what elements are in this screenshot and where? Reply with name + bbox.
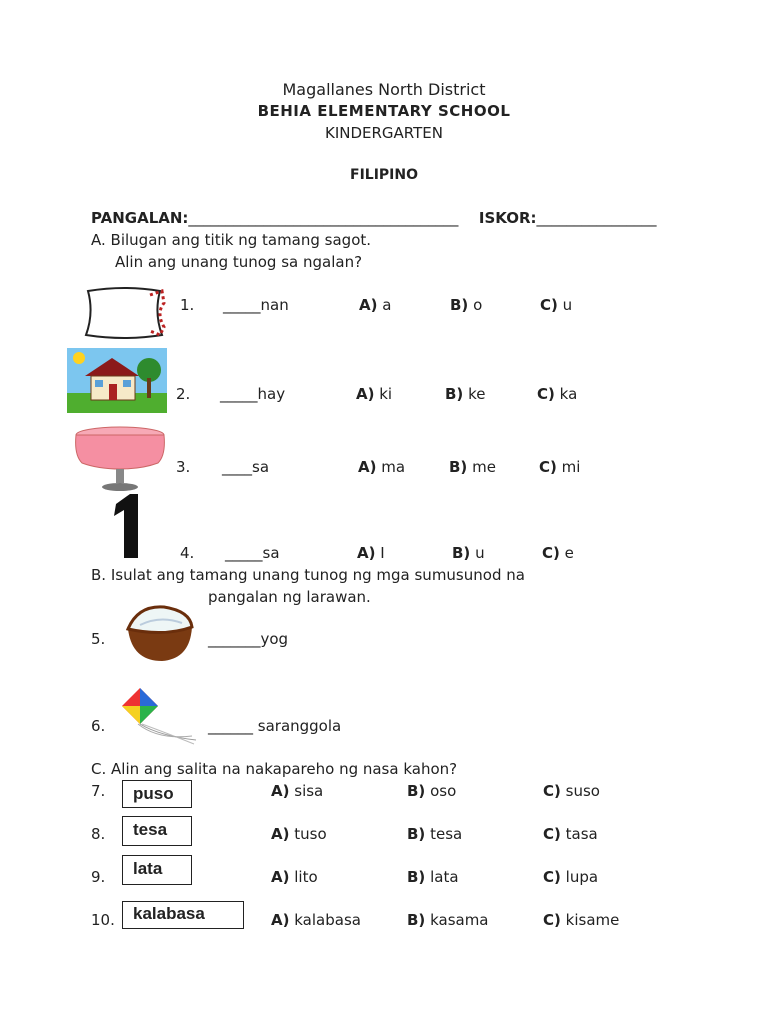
district-name: Magallanes North District <box>282 80 486 99</box>
item-8-number: 8. <box>91 825 106 843</box>
item-10-number: 10. <box>91 911 115 929</box>
item-2-choice-a[interactable]: A) ki <box>356 385 393 403</box>
item-8-word-box: tesa <box>122 816 192 846</box>
name-label: PANGALAN: <box>91 209 189 227</box>
item-1-word: _____nan <box>223 296 289 314</box>
item-3-number: 3. <box>176 458 191 476</box>
section-b-title-line2: pangalan ng larawan. <box>208 588 371 606</box>
pillow-image <box>80 283 170 343</box>
item-1-choice-c[interactable]: C) u <box>540 296 573 314</box>
item-1-choice-a[interactable]: A) a <box>359 296 392 314</box>
item-1-number: 1. <box>180 296 195 314</box>
item-2-choice-c[interactable]: C) ka <box>537 385 578 403</box>
section-b-title: B. Isulat ang tamang unang tunog ng mga sumusunod na <box>91 566 525 584</box>
item-5-number: 5. <box>91 630 106 648</box>
item-3-choice-b[interactable]: B) me <box>449 458 496 476</box>
item-9-word-box: lata <box>122 855 192 885</box>
item-6-number: 6. <box>91 717 106 735</box>
item-3-word: ____sa <box>222 458 270 476</box>
coconut-image <box>124 603 196 663</box>
item-8-choice-a[interactable]: A) tuso <box>271 825 327 843</box>
item-3-choice-c[interactable]: C) mi <box>539 458 581 476</box>
item-4-choice-a[interactable]: A) I <box>357 544 385 562</box>
item-8-choice-c[interactable]: C) tasa <box>543 825 598 843</box>
item-4-word: _____sa <box>225 544 280 562</box>
item-7-choice-c[interactable]: C) suso <box>543 782 600 800</box>
item-7-word-box: puso <box>122 780 192 808</box>
item-1-choice-b[interactable]: B) o <box>450 296 483 314</box>
item-9-number: 9. <box>91 868 106 886</box>
item-10-choice-b[interactable]: B) kasama <box>407 911 489 929</box>
item-9-choice-c[interactable]: C) lupa <box>543 868 599 886</box>
subject-title: FILIPINO <box>350 167 418 183</box>
item-3-choice-a[interactable]: A) ma <box>358 458 406 476</box>
grade-level: KINDERGARTEN <box>324 124 443 142</box>
item-2-choice-b[interactable]: B) ke <box>445 385 486 403</box>
name-blank: ____________________________________ <box>188 209 459 227</box>
item-2-word: _____hay <box>220 385 286 403</box>
item-5-word: _______yog <box>208 630 289 648</box>
item-4-number: 4. <box>180 544 195 562</box>
section-c-title: C. Alin ang salita na nakapareho ng nasa kahon? <box>91 760 458 778</box>
number-one-image <box>104 494 144 560</box>
item-2-number: 2. <box>176 385 191 403</box>
item-10-choice-c[interactable]: C) kisame <box>543 911 620 929</box>
score-label: ISKOR: <box>478 209 537 227</box>
item-7-number: 7. <box>91 782 106 800</box>
item-7-choice-a[interactable]: A) sisa <box>271 782 324 800</box>
section-a-subtitle: Alin ang unang tunog sa ngalan? <box>115 253 363 271</box>
item-9-choice-b[interactable]: B) lata <box>407 868 459 886</box>
house-image <box>67 348 167 413</box>
item-4-choice-c[interactable]: C) e <box>542 544 574 562</box>
school-name: BEHIA ELEMENTARY SCHOOL <box>257 102 511 120</box>
item-6-word: ______ saranggola <box>208 717 342 735</box>
item-10-word-box: kalabasa <box>122 901 244 929</box>
item-8-choice-b[interactable]: B) tesa <box>407 825 463 843</box>
item-10-choice-a[interactable]: A) kalabasa <box>271 911 361 929</box>
name-line <box>91 209 657 227</box>
item-7-choice-b[interactable]: B) oso <box>407 782 457 800</box>
item-4-choice-b[interactable]: B) u <box>452 544 485 562</box>
item-9-choice-a[interactable]: A) lito <box>271 868 318 886</box>
kite-image <box>120 686 200 748</box>
table-image <box>68 425 178 493</box>
score-blank: ________________ <box>536 209 657 227</box>
section-a-title: A. Bilugan ang titik ng tamang sagot. <box>91 231 372 249</box>
